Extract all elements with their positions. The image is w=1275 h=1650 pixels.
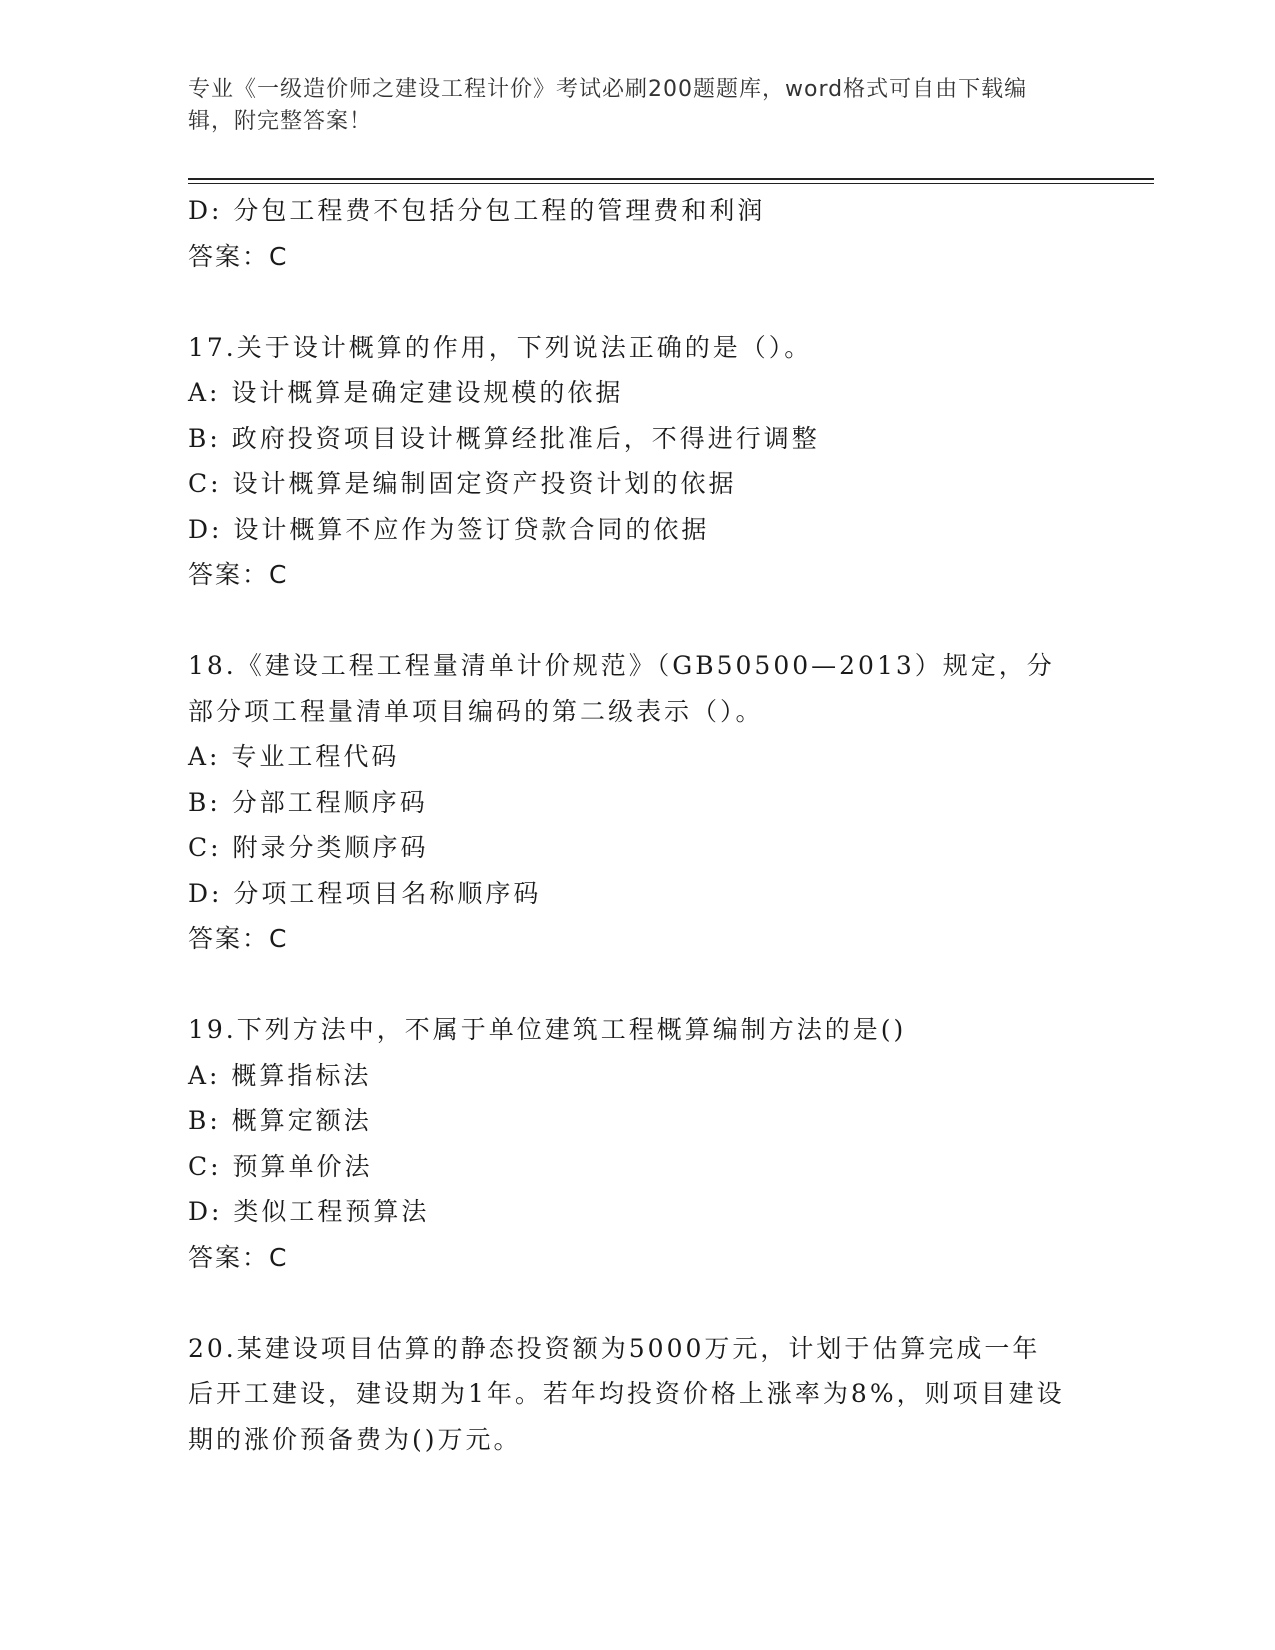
option-b: B: 概算定额法	[188, 1106, 372, 1135]
option-b: B: 政府投资项目设计概算经批准后，不得进行调整	[188, 423, 820, 453]
option-d: D: 分包工程费不包括分包工程的管理费和利润	[188, 196, 766, 225]
question-17-stem: 17.关于设计概算的作用，下列说法正确的是（）。	[188, 332, 813, 362]
spacer	[188, 279, 1088, 325]
header-divider-thick	[188, 178, 1154, 180]
option-c: C: 附录分类顺序码	[188, 833, 429, 862]
question-18-stem: 18.《建设工程工程量清单计价规范》（GB50500—2013）规定，分部分项工程量清单项目编码的第二级表示（）。	[188, 651, 1055, 726]
answer-line: 答案：C	[188, 1242, 289, 1272]
spacer	[188, 1280, 1088, 1326]
question-list	[188, 188, 1088, 1462]
option-d: D: 分项工程项目名称顺序码	[188, 878, 542, 908]
question-20-stem: 20.某建设项目估算的静态投资额为5000万元，计划于估算完成一年后开工建设，建设期为1年。若年均投资价格上涨率为8%，则项目建设期的涨价预备费为()万元。	[188, 1333, 1065, 1454]
option-c: C: 预算单价法	[188, 1151, 373, 1181]
option-a: A: 概算指标法	[188, 1060, 372, 1090]
option-d: D: 设计概算不应作为签订贷款合同的依据	[188, 514, 710, 544]
page-header: 专业《一级造价师之建设工程计价》考试必刷200题题库，word格式可自由下载编辑，附完整答案！	[188, 77, 1028, 134]
option-b: B: 分部工程顺序码	[188, 787, 428, 817]
option-a: A: 设计概算是确定建设规模的依据	[188, 378, 624, 407]
answer-line: 答案：C	[188, 560, 289, 589]
answer-line: 答案：C	[188, 241, 289, 271]
option-c: C: 设计概算是编制固定资产投资计划的依据	[188, 469, 737, 498]
answer-line: 答案：C	[188, 924, 289, 953]
question-19-stem: 19.下列方法中，不属于单位建筑工程概算编制方法的是()	[188, 1015, 907, 1044]
spacer	[188, 598, 1088, 644]
header-divider-thin	[188, 183, 1154, 184]
option-a: A: 专业工程代码	[188, 742, 400, 771]
option-d: D: 类似工程预算法	[188, 1197, 430, 1226]
spacer	[188, 962, 1088, 1008]
